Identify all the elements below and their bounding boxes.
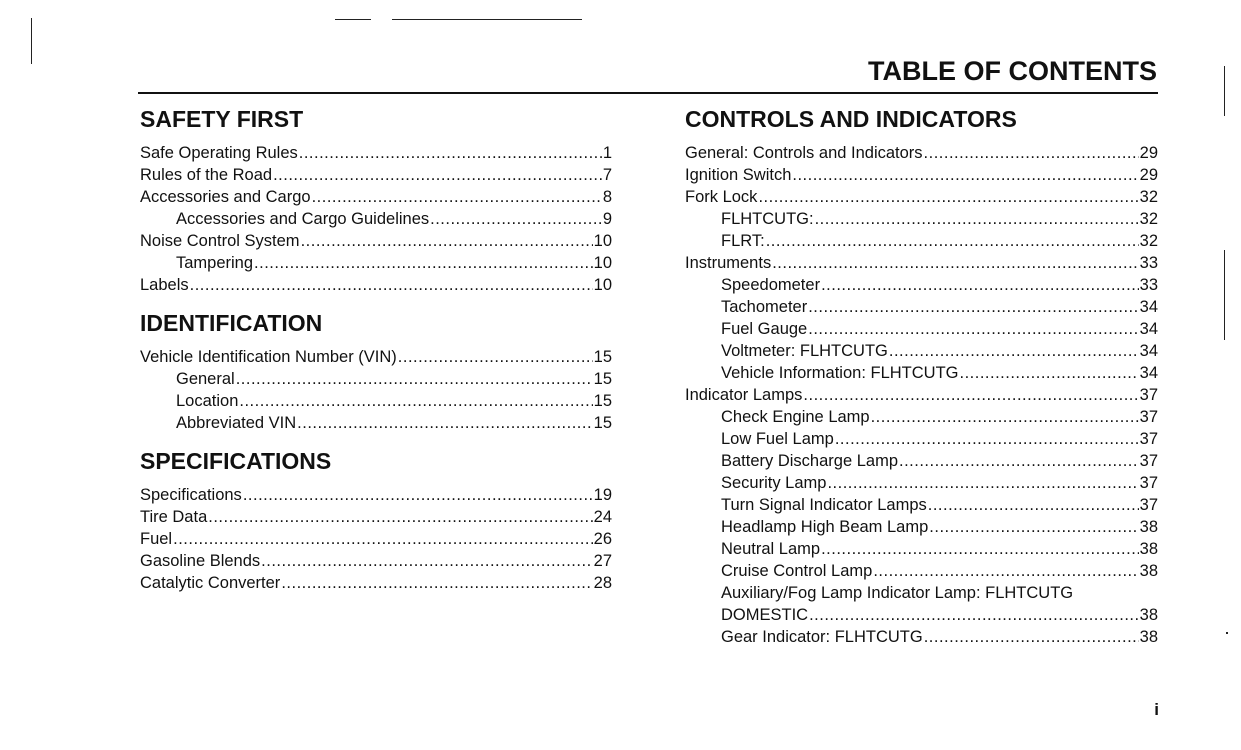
toc-entry[interactable] <box>685 538 1158 560</box>
entry-page: 38 <box>1139 540 1158 558</box>
entry-page: 33 <box>1139 276 1158 294</box>
dot-leader <box>889 340 1139 362</box>
entry-label: Security Lamp <box>721 474 827 492</box>
dot-leader <box>297 412 592 434</box>
toc-entry[interactable] <box>685 142 1158 164</box>
dot-leader <box>430 208 602 230</box>
entry-page: 34 <box>1139 320 1158 338</box>
entry-label: Indicator Lamps <box>685 386 803 404</box>
dot-leader <box>173 528 593 550</box>
section-heading: SPECIFICATIONS <box>140 448 332 474</box>
dot-leader <box>190 274 593 296</box>
toc-entry[interactable] <box>685 208 1158 230</box>
entry-label: Cruise Control Lamp <box>721 562 873 580</box>
toc-entry[interactable] <box>685 252 1158 274</box>
dot-leader <box>924 626 1139 648</box>
toc-entry[interactable] <box>140 390 612 412</box>
toc-entry[interactable] <box>140 274 612 296</box>
entry-page: 15 <box>593 348 612 366</box>
entry-page: 19 <box>593 486 612 504</box>
toc-entry[interactable] <box>685 296 1158 318</box>
section-controls-and-indicators <box>685 104 1158 648</box>
scan-artifact-dot <box>1226 632 1228 634</box>
entry-page: 28 <box>593 574 612 592</box>
entry-page: 37 <box>1139 386 1158 404</box>
dot-leader <box>827 472 1138 494</box>
scan-artifact-line <box>335 19 371 20</box>
toc-entry[interactable] <box>685 318 1158 340</box>
toc-entry[interactable] <box>140 550 612 572</box>
dot-leader <box>208 506 592 528</box>
entry-page: 37 <box>1139 452 1158 470</box>
dot-leader <box>928 494 1139 516</box>
dot-leader <box>243 484 593 506</box>
dot-leader <box>299 142 602 164</box>
entry-label: Specifications <box>140 486 242 504</box>
scan-artifact-line <box>31 18 32 64</box>
entry-label: FLHTCUTG: <box>721 210 814 228</box>
entry-label: Noise Control System <box>140 232 300 250</box>
entry-label: Labels <box>140 276 189 294</box>
entry-label: Speedometer <box>721 276 821 294</box>
entry-label: Safe Operating Rules <box>140 144 298 162</box>
toc-entry[interactable] <box>685 428 1158 450</box>
dot-leader <box>273 164 602 186</box>
section-specifications <box>140 446 612 594</box>
entry-page: 33 <box>1139 254 1158 272</box>
toc-entry[interactable] <box>140 528 612 550</box>
page-title: TABLE OF CONTENTS <box>868 56 1157 86</box>
toc-list <box>140 346 612 434</box>
toc-entry[interactable] <box>685 340 1158 362</box>
toc-entry[interactable] <box>685 406 1158 428</box>
entry-page: 15 <box>593 392 612 410</box>
toc-entry[interactable] <box>685 626 1158 648</box>
entry-page: 38 <box>1139 606 1158 624</box>
entry-label: Catalytic Converter <box>140 574 281 592</box>
dot-leader <box>808 318 1138 340</box>
toc-list <box>685 142 1158 648</box>
entry-page: 32 <box>1139 188 1158 206</box>
toc-entry[interactable] <box>685 274 1158 296</box>
dot-leader <box>803 384 1138 406</box>
entry-page: 10 <box>593 276 612 294</box>
entry-page: 10 <box>593 232 612 250</box>
entry-label: Neutral Lamp <box>721 540 821 558</box>
dot-leader <box>312 186 602 208</box>
entry-label: DOMESTIC <box>721 606 809 624</box>
entry-label: Tire Data <box>140 508 208 526</box>
toc-entry[interactable] <box>140 484 612 506</box>
toc-entry[interactable] <box>685 164 1158 186</box>
entry-page: 34 <box>1139 298 1158 316</box>
entry-page: 38 <box>1139 628 1158 646</box>
entry-page: 24 <box>593 508 612 526</box>
entry-label: Vehicle Identification Number (VIN) <box>140 348 397 366</box>
entry-label: Accessories and Cargo Guidelines <box>176 210 430 228</box>
entry-label: Fuel <box>140 530 173 548</box>
entry-page: 15 <box>593 414 612 432</box>
entry-label: Low Fuel Lamp <box>721 430 834 448</box>
toc-entry[interactable] <box>685 362 1158 384</box>
toc-entry[interactable] <box>140 412 612 434</box>
entry-label: Tampering <box>176 254 254 272</box>
dot-leader <box>873 560 1138 582</box>
dot-leader <box>809 604 1139 626</box>
entry-label: Fork Lock <box>685 188 758 206</box>
dot-leader <box>281 572 592 594</box>
entry-label: Abbreviated VIN <box>176 414 297 432</box>
dot-leader <box>758 186 1138 208</box>
entry-page: 8 <box>602 188 612 206</box>
entry-label: Check Engine Lamp <box>721 408 870 426</box>
toc-entry[interactable] <box>140 506 612 528</box>
scan-artifact-line <box>1224 66 1225 116</box>
toc-entry[interactable] <box>140 572 612 594</box>
dot-leader <box>301 230 593 252</box>
toc-entry[interactable] <box>685 494 1158 516</box>
dot-leader <box>871 406 1139 428</box>
entry-page: 34 <box>1139 342 1158 360</box>
section-heading: IDENTIFICATION <box>140 310 323 336</box>
left-column <box>140 104 612 596</box>
entry-label: Rules of the Road <box>140 166 273 184</box>
dot-leader <box>899 450 1139 472</box>
section-safety-first <box>140 104 612 296</box>
entry-label: Accessories and Cargo <box>140 188 311 206</box>
entry-label: Fuel Gauge <box>721 320 808 338</box>
toc-entry[interactable] <box>685 560 1158 582</box>
entry-label: Vehicle Information: FLHTCUTG <box>721 364 959 382</box>
entry-label: Headlamp High Beam Lamp <box>721 518 929 536</box>
toc-entry[interactable] <box>140 368 612 390</box>
entry-label: Ignition Switch <box>685 166 792 184</box>
dot-leader <box>815 208 1139 230</box>
toc-entry[interactable] <box>140 230 612 252</box>
page-number: i <box>1154 700 1159 719</box>
entry-page: 27 <box>593 552 612 570</box>
entry-page: 34 <box>1139 364 1158 382</box>
entry-page: 37 <box>1139 474 1158 492</box>
toc-entry[interactable] <box>685 604 1158 626</box>
dot-leader <box>254 252 593 274</box>
toc-entry[interactable] <box>685 516 1158 538</box>
dot-leader <box>398 346 593 368</box>
title-rule <box>138 92 1158 94</box>
entry-label: Location <box>176 392 239 410</box>
toc-entry[interactable] <box>140 346 612 368</box>
toc-entry[interactable] <box>685 472 1158 494</box>
toc-entry[interactable] <box>140 142 612 164</box>
dot-leader <box>835 428 1139 450</box>
entry-label: Voltmeter: FLHTCUTG <box>721 342 888 360</box>
toc-entry[interactable] <box>140 164 612 186</box>
entry-page: 37 <box>1139 496 1158 514</box>
entry-page: 26 <box>593 530 612 548</box>
entry-label: Battery Discharge Lamp <box>721 452 898 470</box>
entry-page: 32 <box>1139 210 1158 228</box>
toc-list <box>140 142 612 296</box>
entry-page: 29 <box>1139 144 1158 162</box>
dot-leader <box>960 362 1139 384</box>
toc-entry[interactable] <box>685 450 1158 472</box>
dot-leader <box>924 142 1139 164</box>
dot-leader <box>821 274 1139 296</box>
entry-label: Gasoline Blends <box>140 552 261 570</box>
toc-entry-wrapped-line[interactable] <box>685 582 1158 604</box>
section-heading: CONTROLS AND INDICATORS <box>685 106 1017 132</box>
dot-leader <box>808 296 1138 318</box>
section-identification <box>140 308 612 434</box>
entry-page: 38 <box>1139 562 1158 580</box>
entry-page: 9 <box>602 210 612 228</box>
entry-label: General <box>176 370 235 388</box>
entry-label: Instruments <box>685 254 772 272</box>
entry-label: General: Controls and Indicators <box>685 144 923 162</box>
toc-list <box>140 484 612 594</box>
scan-artifact-line <box>1224 250 1225 340</box>
toc-entry[interactable] <box>140 186 612 208</box>
dot-leader <box>766 230 1139 252</box>
entry-page: 32 <box>1139 232 1158 250</box>
dot-leader <box>821 538 1139 560</box>
entry-label: Auxiliary/Fog Lamp Indicator Lamp: FLHTCUTG <box>721 584 1074 602</box>
entry-page: 15 <box>593 370 612 388</box>
entry-label: Gear Indicator: FLHTCUTG <box>721 628 923 646</box>
entry-label: Tachometer <box>721 298 808 316</box>
dot-leader <box>261 550 592 572</box>
section-heading: SAFETY FIRST <box>140 106 304 132</box>
toc-entry[interactable] <box>685 230 1158 252</box>
entry-page: 38 <box>1139 518 1158 536</box>
entry-page: 10 <box>593 254 612 272</box>
entry-label: FLRT: <box>721 232 765 250</box>
dot-leader <box>236 368 593 390</box>
scan-artifact-line <box>392 19 582 20</box>
dot-leader <box>792 164 1138 186</box>
toc-entry[interactable] <box>140 252 612 274</box>
dot-leader <box>929 516 1138 538</box>
entry-page: 7 <box>602 166 612 184</box>
entry-page: 29 <box>1139 166 1158 184</box>
entry-page: 37 <box>1139 430 1158 448</box>
dot-leader <box>772 252 1138 274</box>
entry-page: 1 <box>602 144 612 162</box>
toc-entry[interactable] <box>685 384 1158 406</box>
right-column <box>685 104 1158 648</box>
toc-entry[interactable] <box>685 186 1158 208</box>
entry-label: Turn Signal Indicator Lamps <box>721 496 927 514</box>
toc-entry[interactable] <box>140 208 612 230</box>
entry-page: 37 <box>1139 408 1158 426</box>
dot-leader <box>239 390 592 412</box>
